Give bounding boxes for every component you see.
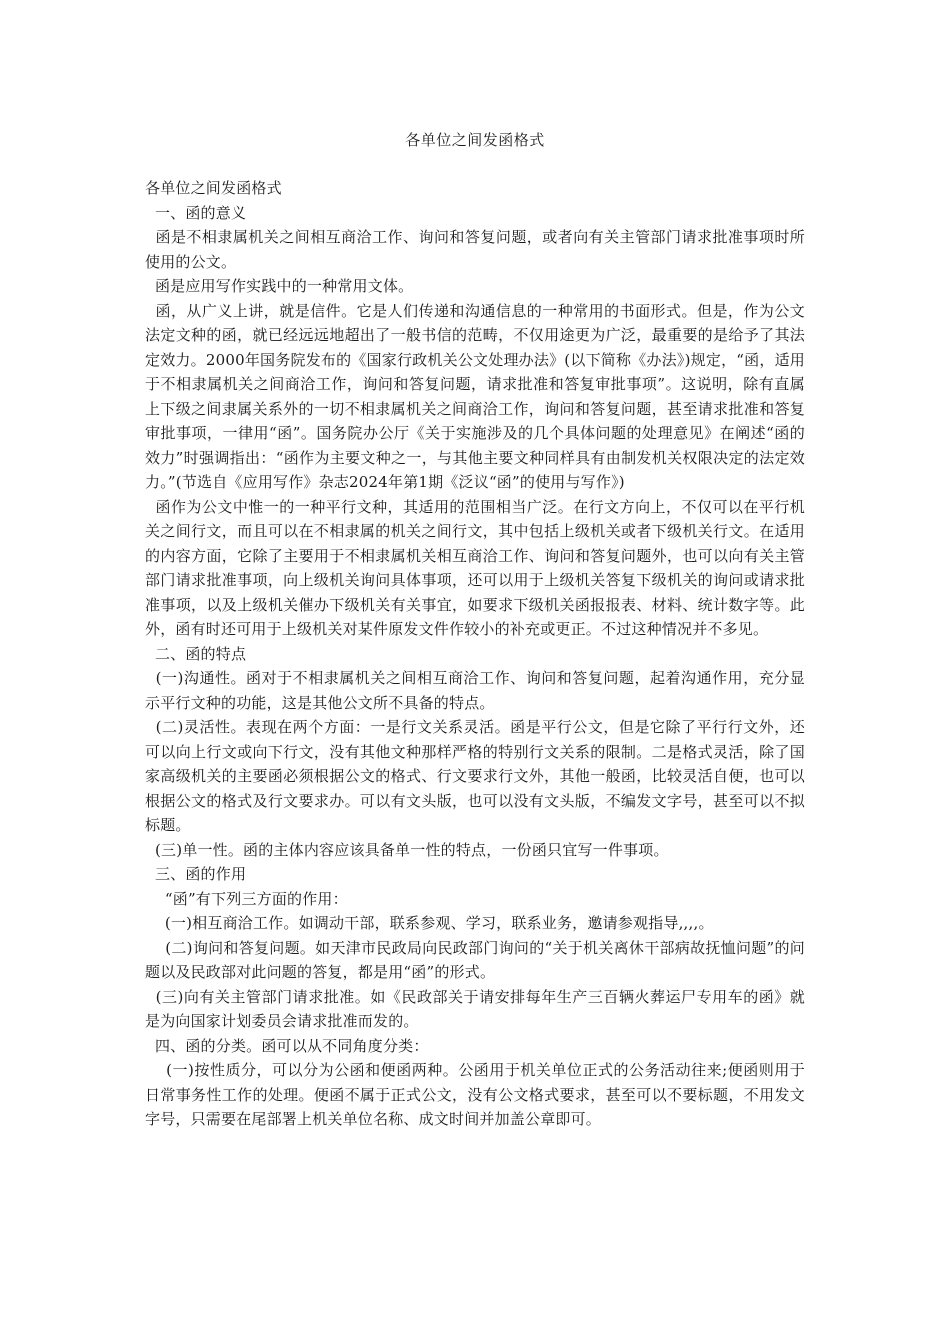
paragraph-section-2-heading: 二、函的特点 (145, 644, 247, 663)
document-body (145, 176, 805, 1132)
paragraph: 函是应用写作实践中的一种常用文体。 (145, 277, 414, 295)
paragraph-section-1-heading: 一、函的意义 (145, 203, 247, 222)
paragraph: (二)询问和答复问题。如天津市民政局向民政部门询问的“关于机关离休干部病故抚恤问题”的问题以及民政部对此问题的答复，都是用“函”的形式。 (145, 938, 805, 981)
paragraph: (一)沟通性。函对于不相隶属机关之间相互商洽工作、询问和答复问题，起着沟通作用，充分显示平行文种的功能，这是其他公文所不具备的特点。 (145, 669, 805, 712)
paragraph: (三)单一性。函的主体内容应该具备单一性的特点，一份函只宜写一件事项。 (145, 840, 669, 859)
page-title: 各单位之间发函格式 (405, 131, 545, 149)
paragraph: 函作为公文中惟一的一种平行文种，其适用的范围相当广泛。在行文方向上，不仅可以在平行机关之间行文，而且可以在不相隶属的机关之间行文，其中包括上级机关或者下级机关行文。在适用的内容方面，它除了主要用于不相隶属机关相互商洽工作、询问和答复问题外，也可以向有关主管部门请求批准事项，向上级机关询问具体事项，还可以用于上级机关答复下级机关的询问或请求批准事项，以及上级机关催办下级机关有关事宜，如要求下级机关函报报表、材料、统计数字等。此外，函有时还可用于上级机关对某件原发文件作较小的补充或更正。不过这种情况并不多见。 (145, 497, 806, 638)
paragraph-section-3-heading: 三、函的作用 (145, 865, 247, 883)
paragraph-section-4-heading: 四、函的分类。函可以从不同角度分类： (145, 1036, 429, 1055)
paragraph: (一)按性质分，可以分为公函和便函两种。公函用于机关单位正式的公务活动往来;便函则用于日常事务性工作的处理。便函不属于正式公文，没有公文格式要求，甚至可以不要标题，不用发文字号，只需要在尾部署上机关单位名称、成文时间并加盖公章即可。 (145, 1061, 805, 1128)
paragraph: 函是不相隶属机关之间相互商洽工作、询问和答复问题，或者向有关主管部门请求批准事项时所使用的公文。 (145, 228, 806, 271)
paragraph: (二)灵活性。表现在两个方面：一是行文关系灵活。函是平行公文，但是它除了平行行文外，还可以向上行文或向下行文，没有其他文种那样严格的特别行文关系的限制。二是格式灵活，除了国家高级机关的主要函必须根据公文的格式、行文要求行文外，其他一般函，比较灵活自便，也可以根据公文的格式及行文要求办。可以有文头版，也可以没有文头版，不编发文字号，甚至可以不拟标题。 (145, 718, 805, 834)
paragraph: “函”有下列三方面的作用： (145, 889, 348, 908)
paragraph: (一)相互商洽工作。如调动干部，联系参观、学习，联系业务，邀请参观指导,,,,。 (145, 914, 714, 932)
paragraph: 函，从广义上讲，就是信件。它是人们传递和沟通信息的一种常用的书面形式。但是，作为公文法定文种的函，就已经远远地超出了一般书信的范畴，不仅用途更为广泛，最重要的是给予了其法定效力。2000年国务院发布的《国家行政机关公文处理办法》(以下简称《办法》)规定，“函，适用于不相隶属机关之间商洽工作，询问和答复问题，请求批准和答复审批事项”。这说明，除有直属上下级之间隶属关系外的一切不相隶属机关之间商洽工作，询问和答复问题，甚至请求批准和答复审批事项，一律用“函”。国务院办公厅《关于实施涉及的几个具体问题的处理意见》在阐述“函的效力”时强调指出：“函作为主要文种之一，与其他主要文种同样具有由制发机关权限决定的法定效力。”(节选自《应用写作》杂志2024年第1期《泛议“函”的使用与写作》) (145, 301, 806, 491)
paragraph: (三)向有关主管部门请求批准。如《民政部关于请安排每年生产三百辆火葬运尸专用车的函》就是为向国家计划委员会请求批准而发的。 (145, 987, 805, 1030)
paragraph-doc-heading: 各单位之间发函格式 (145, 179, 282, 197)
